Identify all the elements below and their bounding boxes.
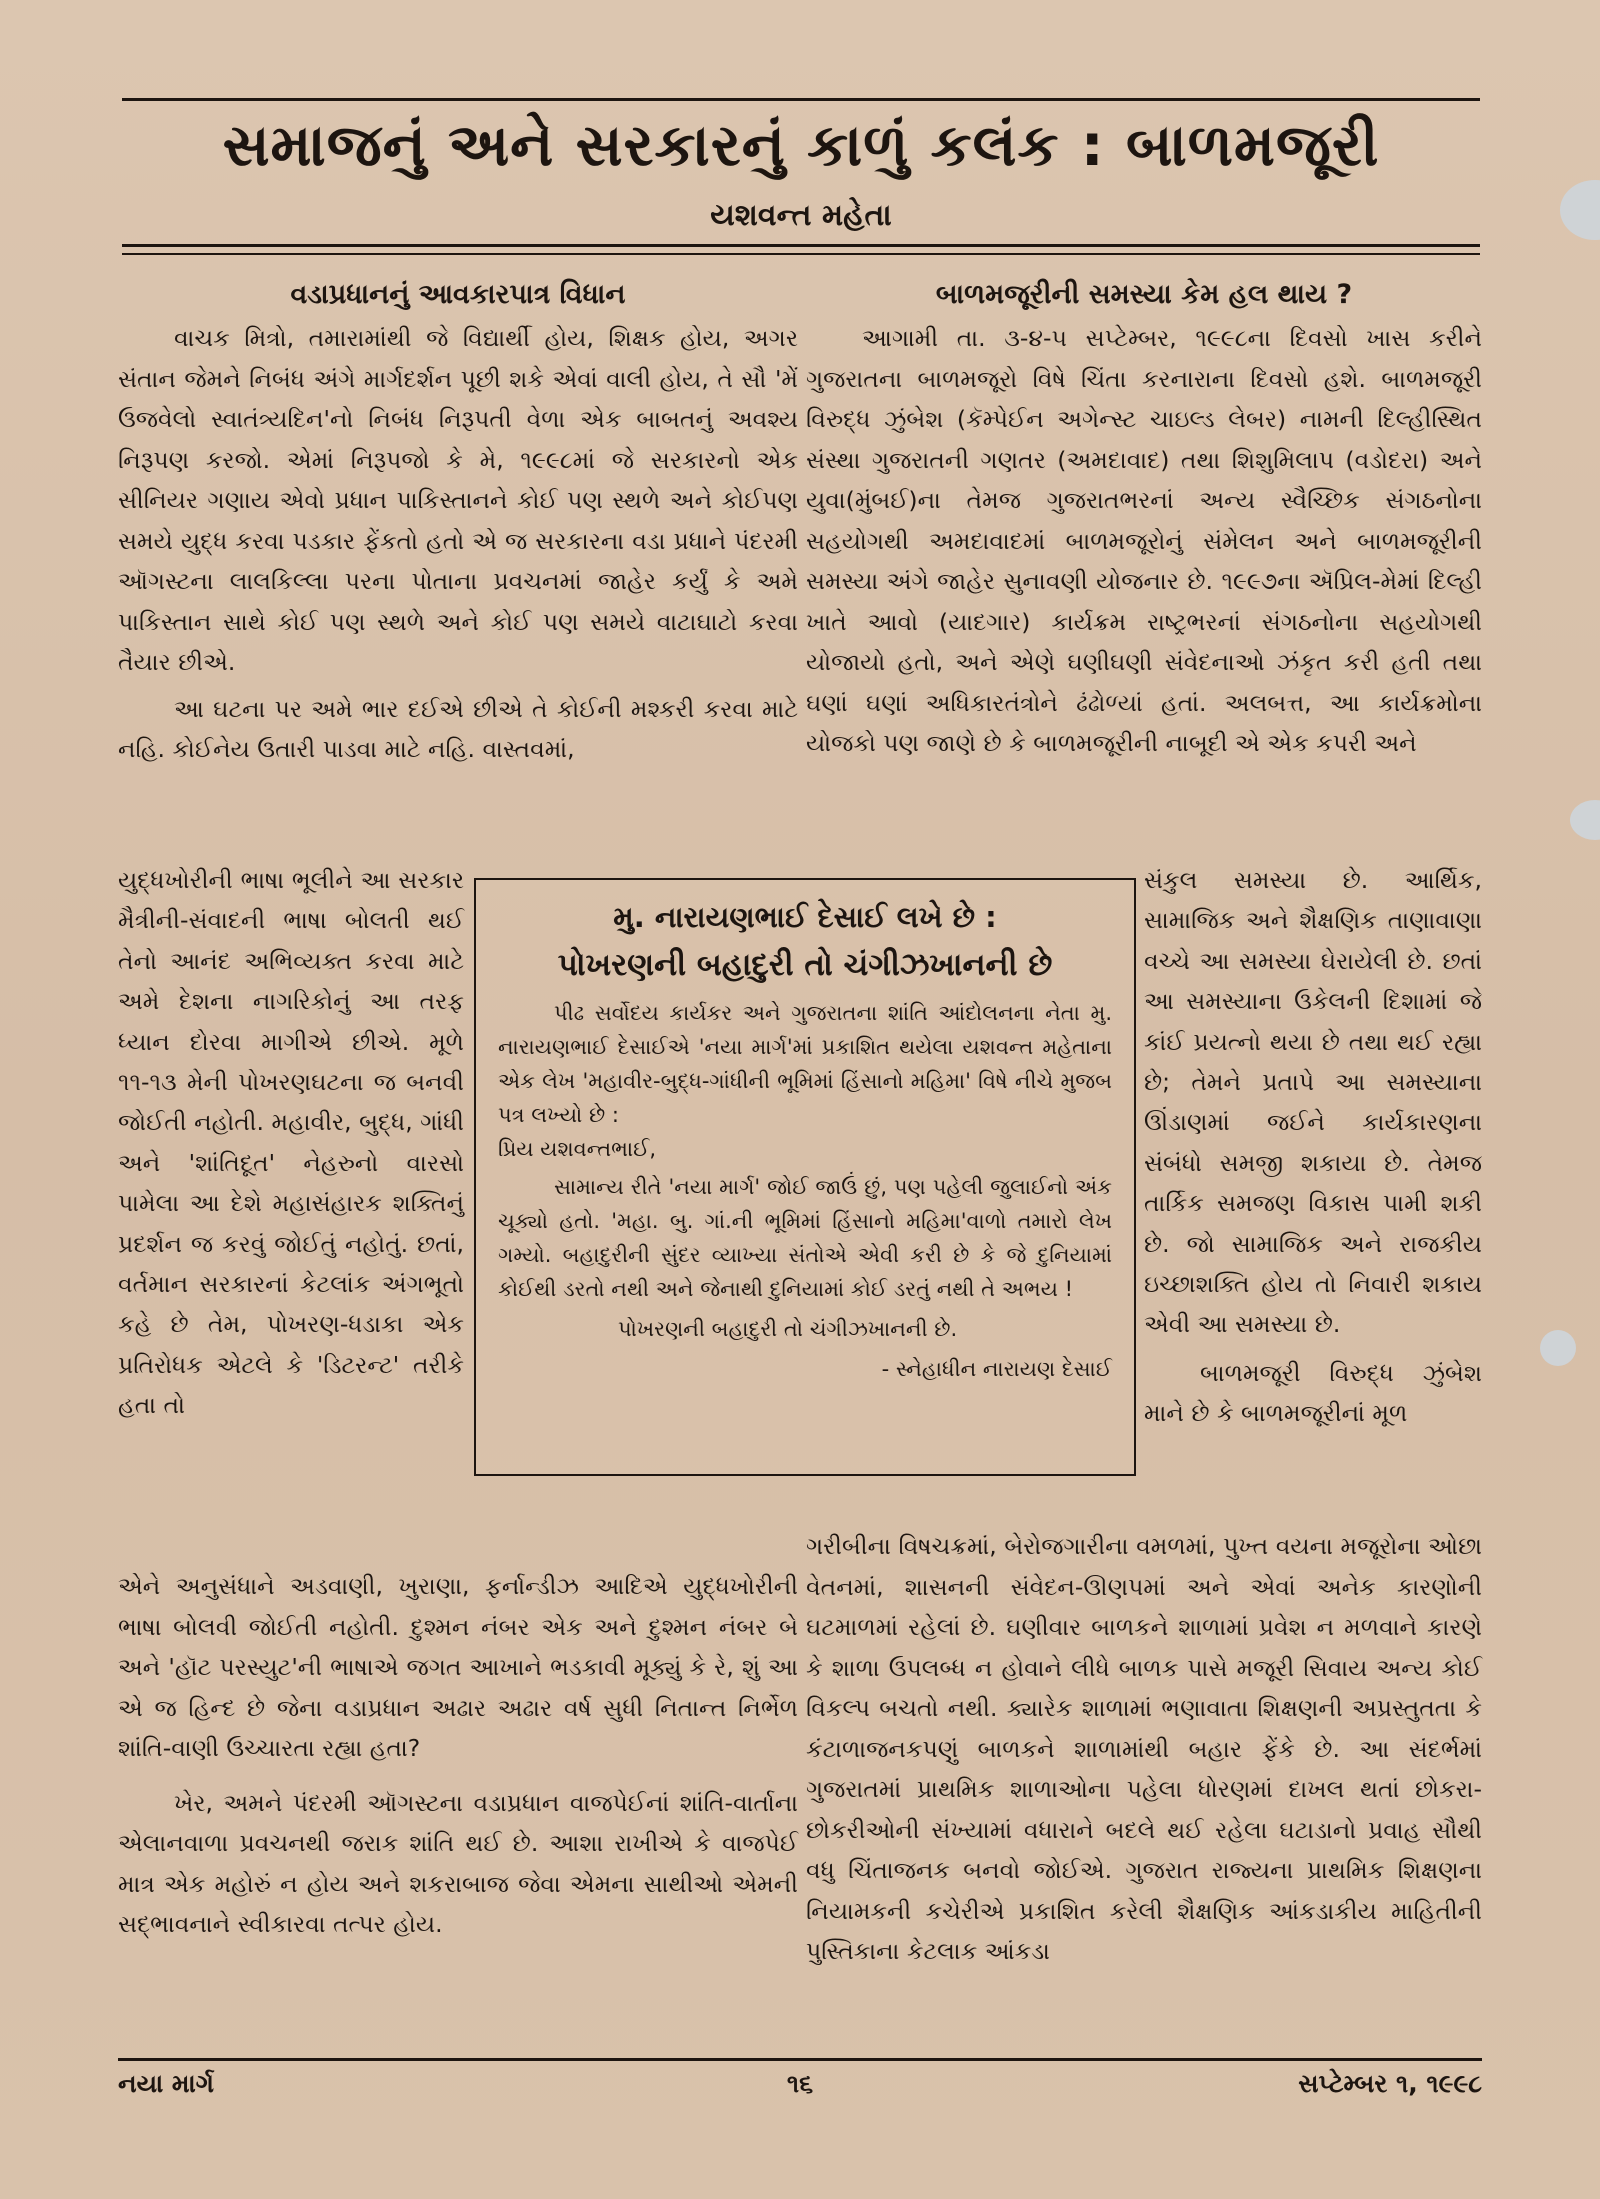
header-rule — [122, 244, 1480, 247]
box-subheading: પોખરણની બહાદુરી તો ચંગીઝખાનની છે — [557, 947, 1053, 983]
header-rule-secondary — [122, 253, 1480, 255]
torn-edge-mark — [1540, 1330, 1576, 1366]
left-paragraph-2-end: એને અનુસંધાને અડવાણી, ખુરાણા, ફર્નાન્ડીઝ આદિએ યુદ્ધખોરીની ભાષા બોલવી જોઈતી નહોતી. દુશ્મન નંબર એક અને દુશ્મન નંબર બે અને 'હૉટ પરસ્યુટ'ની ભાષાએ જગત આખાને ભડકાવી મૂક્યું કે રે, શું આ એ જ હિન્દ છે જેના વડાપ્રધાન અઢાર અઢાર વર્ષ સુધી નિતાન્ત નિર્ભેળ શાંતિ-વાણી ઉચ્ચારતા રહ્યા હતા? — [118, 1572, 798, 1762]
left-paragraph-1: વાચક મિત્રો, તમારામાંથી જે વિદ્યાર્થી હોય, શિક્ષક હોય, અગર સંતાન જેમને નિબંધ અંગે માર્ગદર્શન પૂછી શકે એવાં વાલી હોય, તે સૌ 'મેં ઉજવેલો સ્વાતંત્ર્યદિન'નો નિબંધ નિરૂપતી વેળા એક બાબતનું અવશ્ય નિરૂપણ કરજો. એમાં નિરૂપજો કે મે, ૧૯૯૮માં જે સરકારનો એક સીનિયર ગણાય એવો પ્રધાન પાકિસ્તાનને કોઈ પણ સ્થળે અને કોઈપણ સમયે યુદ્ધ કરવા પડકાર ફેંકતો હતો એ જ સરકારના વડા પ્રધાને પંદરમી ઑગસ્ટના લાલકિલ્લા પરના પોતાના પ્રવચનમાં જાહેર કર્યું કે અમે પાકિસ્તાન સાથે કોઈ પણ સ્થળે અને કોઈ પણ સમયે વાટાઘાટો કરવા તૈયાર છીએ. — [118, 324, 798, 676]
right-column-top — [806, 272, 1482, 764]
box-heading: મુ. નારાયણભાઈ દેસાઈ લખે છે : — [613, 900, 997, 934]
left-paragraph-2-start: આ ઘટના પર અમે ભાર દઈએ છીએ તે કોઈની મશ્કરી કરવા માટે નહિ. કોઈનેય ઉતારી પાડવા માટે નહિ. વાસ્તવમાં, — [118, 694, 798, 763]
left-column-top — [118, 272, 798, 770]
left-section-heading: વડાપ્રધાનનું આવકારપાત્ર વિધાન — [290, 279, 626, 310]
right-paragraph-2-end: ગરીબીના વિષચક્રમાં, બેરોજગારીના વમળમાં, પુખ્ત વયના મજૂરોના ઓછા વેતનમાં, શાસનની સંવેદન-ઊણપમાં અને એવાં અનેક કારણોની ઘટમાળમાં રહેલાં છે. ઘણીવાર બાળકને શાળામાં પ્રવેશ ન મળવાને કારણે કે શાળા ઉપલબ્ધ ન હોવાને લીધે બાળક પાસે મજૂરી સિવાય અન્ય કોઈ વિકલ્પ બચતો નથી. ક્યારેક શાળામાં ભણાવાતા શિક્ષણની અપ્રસ્તુતતા કે કંટાળાજનકપણું બાળકને શાળામાંથી બહાર ફેંકે છે. આ સંદર્ભમાં ગુજરાતમાં પ્રાથમિક શાળાઓના પહેલા ધોરણમાં દાખલ થતાં છોકરા-છોકરીઓની સંખ્યામાં વધારાને બદલે થઈ રહેલા ઘટાડાનો પ્રવાહ સૌથી વધુ ચિંતાજનક બનવો જોઈએ. ગુજરાત રાજ્યના પ્રાથમિક શિક્ષણના નિયામકની કચેરીએ પ્રકાશિત કરેલી શૈક્ષણિક આંકડાકીય માહિતીની પુસ્તિકાના કેટલાક આંકડા — [806, 1532, 1482, 1965]
torn-edge-mark — [1560, 180, 1600, 240]
box-letter: સામાન્ય રીતે 'નયા માર્ગ' જોઈ જાઉં છું, પણ પહેલી જુલાઈનો અંક ચૂક્યો હતો. 'મહા. બુ. ગાં.ની ભૂમિમાં હિંસાનો મહિમા'વાળો તમારો લેખ ગમ્યો. બહાદુરીની સુંદર વ્યાખ્યા સંતોએ એવી કરી છે કે જે દુનિયામાં કોઈથી ડરતો નથી અને જેનાથી દુનિયામાં કોઈ ડરતું નથી તે અભય ! — [498, 1175, 1112, 1301]
box-salutation: પ્રિય યશવન્તભાઈ, — [498, 1137, 656, 1161]
footer-publication: નયા માર્ગ — [118, 2069, 214, 2098]
left-column-bottom — [118, 1566, 798, 1945]
left-column-narrow — [118, 860, 464, 1426]
right-column-narrow — [1144, 860, 1482, 1434]
right-paragraph-1-narrow: સંકુલ સમસ્યા છે. આર્થિક, સામાજિક અને શૈક્ષણિક તાણાવાણા વચ્ચે આ સમસ્યા ઘેરાયેલી છે. છતાં આ સમસ્યાના ઉકેલની દિશામાં જે કાંઈ પ્રયત્નો થયા છે તથા થઈ રહ્યા છે; તેમને પ્રતાપે આ સમસ્યાના ઊંડાણમાં જઈને કાર્યકારણના સંબંધો સમજી શકાયા છે. તેમજ તાર્કિક સમજણ વિકાસ પામી શકી છે. જો સામાજિક અને રાજકીય ઇચ્છાશક્તિ હોય તો નિવારી શકાય એવી આ સમસ્યા છે. — [1144, 866, 1482, 1339]
box-closing: પોખરણની બહાદુરી તો ચંગીઝખાનની છે. — [618, 1317, 958, 1341]
footer-date: સપ્ટેમ્બર ૧, ૧૯૯૮ — [1298, 2069, 1482, 2098]
article-title: સમાજનું અને સરકારનું કાળું કલંક : બાળમજૂરી — [222, 111, 1380, 179]
right-paragraph-2-narrow: બાળમજૂરી વિરુદ્ધ ઝુંબેશ માને છે કે બાળમજૂરીનાં મૂળ — [1144, 1358, 1482, 1428]
right-section-heading: બાળમજૂરીની સમસ્યા કેમ હલ થાય ? — [935, 279, 1353, 310]
box-intro: પીઢ સર્વોદય કાર્યકર અને ગુજરાતના શાંતિ આંદોલનના નેતા મુ. નારાયણભાઈ દેસાઈએ 'નયા માર્ગ'માં પ્રકાશિત થયેલા યશવન્ત મહેતાના એક લેખ 'મહાવીર-બુદ્ધ-ગાંધીની ભૂમિમાં હિંસાનો મહિમા' વિષે નીચે મુજબ પત્ર લખ્યો છે : — [498, 1001, 1112, 1127]
left-paragraph-3: ખેર, અમને પંદરમી ઑગસ્ટના વડાપ્રધાન વાજપેઈનાં શાંતિ-વાર્તાના એલાનવાળા પ્રવચનથી જરાક શાંતિ થઈ છે. આશા રાખીએ કે વાજપેઈ માત્ર એક મહોરું ન હોય અને શકરાબાજ જેવા એમના સાથીઓ એમની સદ્ભાવનાને સ્વીકારવા તત્પર હોય. — [118, 1788, 798, 1938]
footer-page-number: ૧૬ — [786, 2069, 814, 2098]
right-paragraph-1: આગામી તા. ૩-૪-૫ સપ્ટેમ્બર, ૧૯૯૮ના દિવસો ખાસ કરીને ગુજરાતના બાળમજૂરો વિષે ચિંતા કરનારાના દિવસો હશે. બાળમજૂરી વિરુદ્ધ ઝુંબેશ (કૅમ્પેઈન અગેન્સ્ટ ચાઇલ્ડ લેબર) નામની દિલ્હીસ્થિત સંસ્થા ગુજરાતની ગણતર (અમદાવાદ) તથા શિશુમિલાપ (વડોદરા) અને યુવા(મુંબઈ)ના તેમજ ગુજરાતભરનાં અન્ય સ્વૈચ્છિક સંગઠનોના સહયોગથી અમદાવાદમાં બાળમજૂરોનું સંમેલન અને બાળમજૂરીની સમસ્યા અંગે જાહેર સુનાવણી યોજનાર છે. ૧૯૯૭ના ઍપ્રિલ-મેમાં દિલ્હી ખાતે આવો (યાદગાર) કાર્યક્રમ રાષ્ટ્રભરનાં સંગઠનોના સહયોગથી યોજાયો હતો, અને એણે ઘણીઘણી સંવેદનાઓ ઝંકૃત કરી હતી તથા ઘણાં ઘણાં અધિકારતંત્રોને ઢંઢોળ્યાં હતાં. અલબત્ત, આ કાર્યક્રમોના યોજકો પણ જાણે છે કે બાળમજૂરીની નાબૂદી એ એક કપરી અને — [806, 324, 1482, 757]
box-signature: - સ્નેહાધીન નારાયણ દેસાઈ — [881, 1357, 1112, 1381]
footer-rule — [118, 2058, 1482, 2061]
torn-edge-mark — [1570, 800, 1600, 840]
letter-box — [474, 878, 1136, 1476]
left-paragraph-2-narrow: યુદ્ધખોરીની ભાષા ભૂલીને આ સરકાર મૈત્રીની-સંવાદની ભાષા બોલતી થઈ તેનો આનંદ અભિવ્યક્ત કરવા માટે અમે દેશના નાગરિકોનું આ તરફ ધ્યાન દોરવા માગીએ છીએ. મૂળે ૧૧-૧૩ મેની પોખરણઘટના જ બનવી જોઈતી નહોતી. મહાવીર, બુદ્ધ, ગાંધી અને 'શાંતિદૂત' નેહરુનો વારસો પામેલા આ દેશે મહાસંહારક શક્તિનું પ્રદર્શન જ કરવું જોઈતું નહોતું. છતાં, વર્તમાન સરકારનાં કેટલાંક અંગભૂતો કહે છે તેમ, પોખરણ-ધડાકા એક પ્રતિરોધક એટલે કે 'ડિટરન્ટ' તરીકે હતા તો — [118, 866, 464, 1420]
article-author: યશવન્ત મહેતા — [710, 198, 892, 233]
right-column-bottom — [806, 1526, 1482, 1972]
